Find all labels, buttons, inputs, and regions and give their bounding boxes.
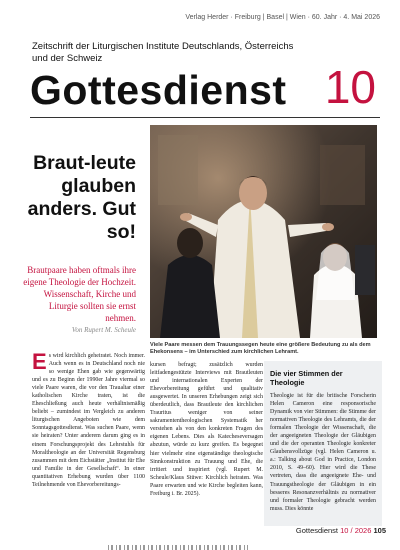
footer-magazine: Gottesdienst bbox=[295, 526, 339, 535]
article-column-1 bbox=[32, 349, 145, 489]
article-headline: Braut-leute glauben anders. Gut so! bbox=[27, 152, 136, 243]
wedding-photo bbox=[150, 125, 377, 338]
sidebar-title: Die vier Stimmen der Theologie bbox=[270, 369, 343, 387]
article-author: Von Rupert M. Scheule bbox=[71, 326, 136, 334]
article-deck: Brautpaare haben oftmals ihre eigene Theologie der Hochzeit. Wissenschaft, Kirche und Liturgie sollten sie ernst nehmen. bbox=[23, 265, 136, 323]
article-body-text: s wird kirchlich geheiratet. Noch immer. Auch wenn es in Deutschland noch nie so wenige Ehen gab wie gegenwärtig und es zu Beginn der 1990er Jahre viermal so viele Paare waren, die vor den Traualtar einer katholischen Kirche traten, ist die Eheschließung auch heute verhältnismäßig beliebt – zumindest im Vergleich zu anderen liturgischen Angeboten wie dem Sonntagsgottesdienst. Was suchen Paare, wenn sie heiraten? Unter anderem darum ging es in einem Forschungsprojekt des Lehrstuhls für Moraltheologie an der Universität Regensburg zusammen mit dem Eichstätter „Institut für Ehe und Familie in der Gesellschaft“. In einer quantitativen Erhebung wurden über 1100 Teilnehmende von Ehevorbereitungs- bbox=[32, 353, 145, 488]
publisher-info: Verlag Herder · Freiburg | Basel | Wien · 60. Jahr · 4. Mai 2026 bbox=[185, 14, 380, 21]
page-footer bbox=[296, 526, 386, 535]
footer-issue: 10 / 2026 bbox=[340, 526, 372, 535]
header-rule bbox=[30, 117, 380, 118]
issue-number: 10 bbox=[324, 61, 376, 113]
drop-cap: E bbox=[32, 349, 47, 374]
magazine-title: Gottesdienst bbox=[30, 67, 287, 113]
barcode-strip bbox=[108, 545, 248, 550]
article-column-2: kursen befragt; zusätzlich wurden leitfadengestützte Interviews mit Brautleuten und internationalen Experten der Ehevorbereitung geführt und qualitativ ausgewertet. In unseren Erhebungen zeigt sich überdeutlich, dass Brautleute den kirchlichen Trauritus weniger von seiner sakramententheologischen Systematik her verstehen als von den konkreten Fragen des eigenen Lebens. Dies als Katecheseversagen abzutun, würde zu kurz greifen. Es begegnet hier vielmehr eine eigenständige theologische Sinnkonstruktion zu Trauung und Ehe, die irritiert und inspiriert (vgl. Rupert M. Scheule/Klaus Stüwe: Kirchlich heiraten. Was Paare erwarten und wie Kirche begleiten kann, Freiburg i. Br. 2025). bbox=[150, 362, 263, 497]
page-number: 105 bbox=[373, 526, 386, 535]
sidebar-text: Theologie ist für die britische Forscherin Helen Cameron eine responsorische Dynamik von vier Stimmen: die Stimme der normativen Theologie des Lehramts, die der formalen Theologie der Wissenschaft, die der angeeigneten Theologie der Gläubigen und die der operanten Theologie konkreter Glaubensvollzüge (vgl. Helen Cameron u. a.: Talking about God in Practice, London 2010, S. 49–60). Hier wird die These vertreten, dass die angeeignete Ehe- und Trauungstheologie der Gläubigen in ein besseres Resonanzverhältnis zu normativer und formaler Theologie gebracht werden muss. Dies könnte bbox=[270, 393, 376, 512]
magazine-subtitle: Zeitschrift der Liturgischen Institute Deutschlands, Österreichs und der Schweiz bbox=[32, 41, 294, 64]
photo-caption: Viele Paare messen dem Trauungssegen heute eine größere Bedeutung zu als dem Ehekonsens – im Unterschied zum kirchlichen Lehramt. bbox=[150, 342, 371, 356]
sidebar-box bbox=[264, 361, 382, 526]
